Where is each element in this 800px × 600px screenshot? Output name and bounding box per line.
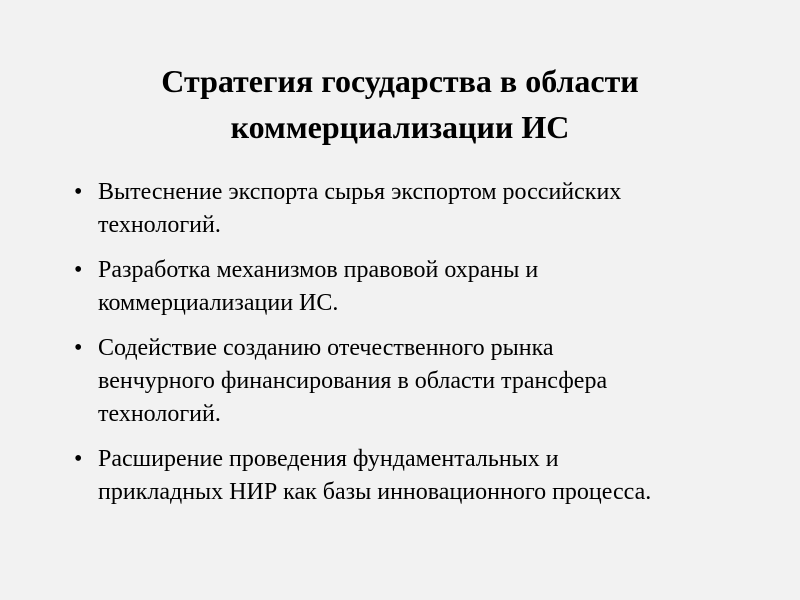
bullet-text-line: Вытеснение экспорта сырья экспортом российских — [98, 179, 622, 205]
bullet-text-line: Разработка механизмов правовой охраны и — [98, 257, 539, 283]
slide-title — [60, 58, 740, 150]
bullet-dot-icon: • — [74, 335, 83, 361]
bullet-dot-icon: • — [74, 179, 83, 205]
bullet-item — [74, 176, 754, 242]
slide-title-line: Стратегия государства в области — [161, 63, 639, 99]
bullet-text-line: прикладных НИР как базы инновационного процесса. — [98, 479, 652, 505]
bullet-dot-icon: • — [74, 257, 83, 283]
bullet-text-line: Расширение проведения фундаментальных и — [98, 446, 559, 472]
bullet-item — [74, 443, 754, 509]
bullet-text-line: Содействие созданию отечественного рынка — [98, 335, 554, 361]
bullet-list — [74, 176, 754, 521]
bullet-dot-icon: • — [74, 446, 83, 472]
bullet-text-line: технологий. — [98, 401, 221, 427]
bullet-item — [74, 254, 754, 320]
bullet-text-line: технологий. — [98, 212, 221, 238]
slide-title-line: коммерциализации ИС — [230, 109, 570, 145]
bullet-text-line: венчурного финансирования в области трансфера — [98, 368, 608, 394]
bullet-item — [74, 332, 754, 431]
bullet-text-line: коммерциализации ИС. — [98, 290, 339, 316]
